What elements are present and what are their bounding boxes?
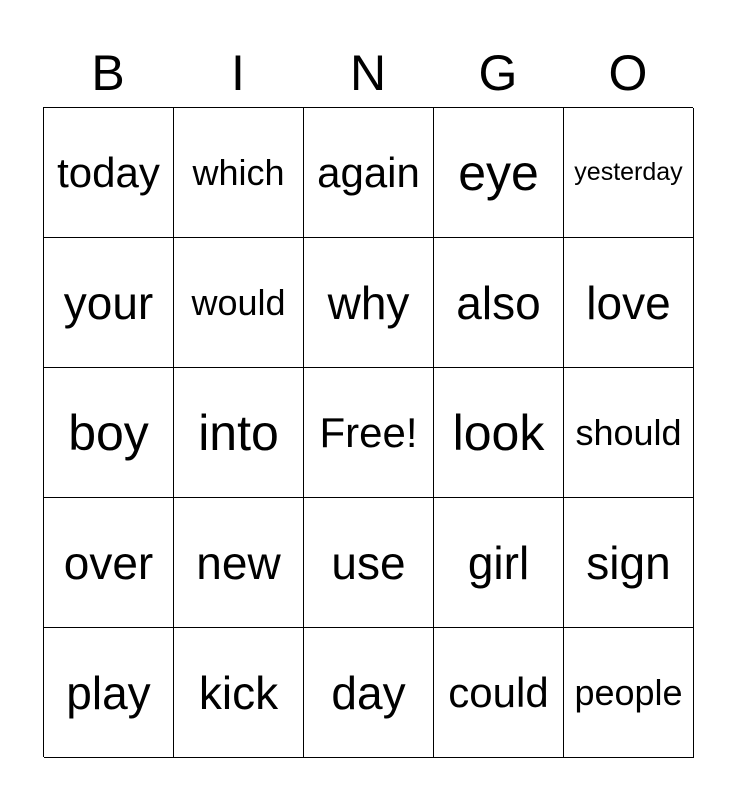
bingo-cell: also: [434, 238, 564, 368]
bingo-board: [43, 107, 693, 757]
bingo-cell: look: [434, 368, 564, 498]
bingo-cell: people: [564, 628, 694, 758]
bingo-cell: play: [44, 628, 174, 758]
bingo-cell: kick: [174, 628, 304, 758]
bingo-cell: why: [304, 238, 434, 368]
bingo-cell: new: [174, 498, 304, 628]
bingo-cell: could: [434, 628, 564, 758]
bingo-cell: would: [174, 238, 304, 368]
header-letter-o: O: [608, 45, 648, 101]
bingo-cell: eye: [434, 108, 564, 238]
bingo-cell: girl: [434, 498, 564, 628]
bingo-cell: love: [564, 238, 694, 368]
bingo-cell: over: [44, 498, 174, 628]
bingo-cell: which: [174, 108, 304, 238]
header-letter-b: B: [91, 45, 125, 101]
bingo-cell: into: [174, 368, 304, 498]
bingo-cell: should: [564, 368, 694, 498]
header-letter-n: N: [349, 45, 387, 101]
bingo-cell: today: [44, 108, 174, 238]
bingo-cell: use: [304, 498, 434, 628]
bingo-cell: sign: [564, 498, 694, 628]
header-letter-g: G: [478, 45, 518, 101]
bingo-cell: your: [44, 238, 174, 368]
header-letter-i: I: [231, 45, 245, 101]
bingo-header: [43, 40, 693, 106]
bingo-cell: boy: [44, 368, 174, 498]
bingo-cell: Free!: [304, 368, 434, 498]
bingo-cell: yesterday: [564, 108, 694, 238]
bingo-cell: day: [304, 628, 434, 758]
bingo-cell: again: [304, 108, 434, 238]
